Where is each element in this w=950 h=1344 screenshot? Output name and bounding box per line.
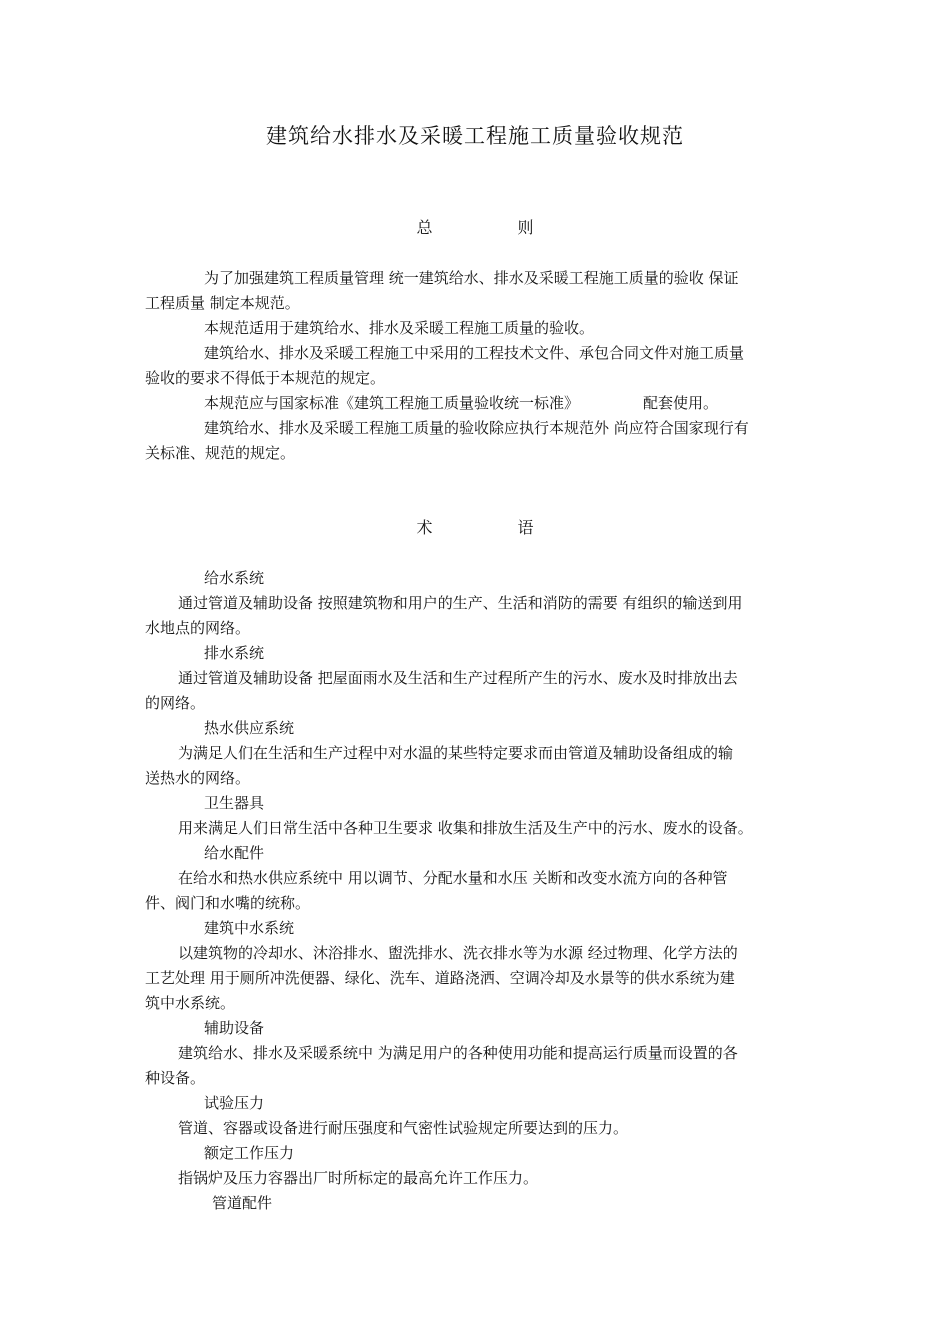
term-label: 管道配件	[212, 1194, 273, 1212]
term-definition-line: 的网络。	[145, 694, 206, 712]
paragraph-line: 建筑给水、排水及采暖工程施工质量的验收除应执行本规范外 尚应符合国家现行有	[204, 419, 749, 437]
paragraph-tail: 配套使用。	[643, 394, 719, 412]
standard-reference-text: 本规范应与国家标准《建筑工程施工质量验收统一标准》	[204, 394, 580, 412]
paragraph-line: 建筑给水、排水及采暖工程施工中采用的工程技术文件、承包合同文件对施工质量	[204, 344, 745, 362]
term-definition-line: 通过管道及辅助设备 把屋面雨水及生活和生产过程所产生的污水、废水及时排放出去	[178, 669, 738, 687]
paragraph-line: 工程质量 制定本规范。	[145, 294, 300, 312]
term-definition-line: 通过管道及辅助设备 按照建筑物和用户的生产、生活和消防的需要 有组织的输送到用	[178, 594, 743, 612]
paragraph-line: 本规范适用于建筑给水、排水及采暖工程施工质量的验收。	[204, 319, 595, 337]
term-definition-line: 种设备。	[145, 1069, 206, 1087]
term-definition-line: 以建筑物的冷却水、沐浴排水、盥洗排水、洗衣排水等为水源 经过物理、化学方法的	[178, 944, 738, 962]
term-label: 试验压力	[204, 1094, 265, 1112]
term-definition-line: 水地点的网络。	[145, 619, 251, 637]
document-title: 建筑给水排水及采暖工程施工质量验收规范	[266, 124, 684, 148]
paragraph-line: 为了加强建筑工程质量管理 统一建筑给水、排水及采暖工程施工质量的验收 保证	[204, 269, 739, 287]
paragraph-line	[204, 393, 718, 413]
term-definition-line: 指锅炉及压力容器出厂时所标定的最高允许工作压力。	[178, 1169, 539, 1187]
term-definition-line: 筑中水系统。	[145, 994, 236, 1012]
term-label: 给水配件	[204, 844, 265, 862]
term-definition-line: 为满足人们在生活和生产过程中对水温的某些特定要求而由管道及辅助设备组成的输	[178, 744, 734, 762]
term-label: 排水系统	[204, 644, 265, 662]
term-definition-line: 建筑给水、排水及采暖系统中 为满足用户的各种使用功能和提高运行质量而设置的各	[178, 1044, 738, 1062]
term-label: 建筑中水系统	[204, 919, 295, 937]
term-definition-line: 工艺处理 用于厕所冲洗便器、绿化、洗车、道路浇洒、空调冷却及水景等的供水系统为建	[145, 969, 735, 987]
term-definition-line: 件、阀门和水嘴的统称。	[145, 894, 311, 912]
term-definition-line: 在给水和热水供应系统中 用以调节、分配水量和水压 关断和改变水流方向的各种管	[178, 869, 728, 887]
term-definition-line: 用来满足人们日常生活中各种卫生要求 收集和排放生活及生产中的污水、废水的设备。	[178, 819, 753, 837]
paragraph-line: 验收的要求不得低于本规范的规定。	[145, 369, 386, 387]
section-heading-terms: 术 语	[416, 518, 574, 537]
term-label: 热水供应系统	[204, 719, 295, 737]
term-definition-line: 送热水的网络。	[145, 769, 251, 787]
term-label: 额定工作压力	[204, 1144, 295, 1162]
term-label: 给水系统	[204, 569, 265, 587]
section-heading-general: 总 则	[416, 218, 574, 237]
term-label: 卫生器具	[204, 794, 265, 812]
paragraph-line: 关标准、规范的规定。	[145, 444, 296, 462]
term-definition-line: 管道、容器或设备进行耐压强度和气密性试验规定所要达到的压力。	[178, 1119, 629, 1137]
term-label: 辅助设备	[204, 1019, 265, 1037]
